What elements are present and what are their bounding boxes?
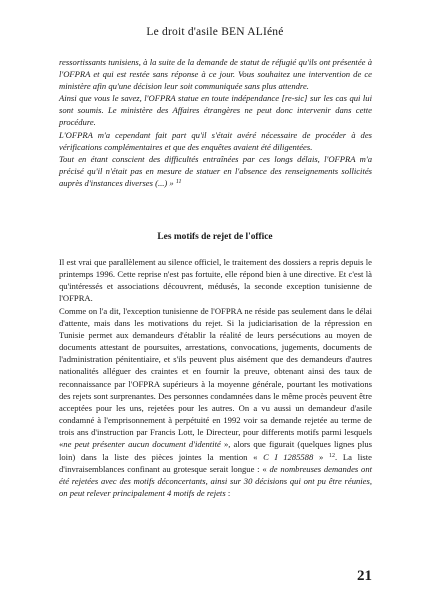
quote-paragraph bbox=[59, 153, 372, 189]
body-paragraph bbox=[59, 305, 372, 500]
quote-paragraph: L'OFPRA m'a cependant fait part qu'il s'était avéré nécessaire de procéder à des vérifications complémentaires et que des enquêtes avaient été diligentées. bbox=[59, 129, 372, 152]
body-text-run: . La liste d'invraisemblances confinant au grotesque serait longue : « bbox=[59, 451, 372, 474]
section-title: Les motifs de rejet de l'office bbox=[157, 232, 273, 242]
quote-paragraph-text: Tout en étant conscient des difficultés entraînées par ces longs délais, l'OFPRA m'a précisé qu'il n'était pas en mesure de statuer en l'absence des renseignements sollicités auprès d'instances diverses (...) » bbox=[59, 153, 372, 188]
body-italic-run: de nombreuses demandes ont été rejetées avec des motifs déconcertants, ainsi sur 30 décisions qui ont pu être réunies, on peut relever principalement 4 motifs de rejets bbox=[59, 463, 372, 498]
body-text-run: » bbox=[313, 451, 324, 462]
body-paragraph: Il est vrai que parallèlement au silence officiel, le traitement des dossiers a repris depuis le printemps 1996. Cette reprise n'est pas fortuite, elle répond bien à une directive. Et c'est là qu'intéressés et associations découvrent, médusés, la seconde exception tunisienne de l'OFPRA. bbox=[59, 257, 372, 304]
quote-paragraph: ressortissants tunisiens, à la suite de la demande de statut de réfugié qu'ils ont présentée à l'OFPRA et qui est restée sans réponse à ce jour. Vous souhaitez une intervention de ce ministère afin qu'une décision leur soit communiquée sans plus attendre. bbox=[59, 57, 372, 92]
body-text-run: Comme on l'a dit, l'exception tunisienne de l'OFPRA ne réside pas seulement dans le délai d'attente, mais dans les motivations du rejet. Si la judiciarisation de la répression en Tunisie permet aux demandeurs d'établir la réalité de leurs persécutions au moyen de documents attestant de poursuites, arrestations, convocations, jugements, documents de l'administration pénitentiaire, et s'ils peuvent plus aisément que des demandeurs d'autres nationalités alléguer des craintes et en fournir la preuve, obtenant ainsi des taux de reconnaissance par l'OFPRA supérieurs à la moyenne générale, pourtant les motivations des rejets sont surprenantes. Des personnes condamnées dans le même procès peuvent être acceptées pour les uns, rejetées pour les autres. On a vu aussi un demandeur d'asile condamné à l'emprisonnement à perpétuité en 1992 voir sa demande rejetée au terme de trois ans d'instruction par Francis Lott, le Directeur, pour differents motifs parmi lesquels « bbox=[59, 305, 372, 450]
footnote-ref: 12 bbox=[329, 452, 336, 459]
body-text bbox=[59, 256, 372, 499]
page-number: 21 bbox=[357, 568, 372, 584]
quoted-letter bbox=[59, 56, 372, 189]
quote-paragraph: Ainsi que vous le savez, l'OFPRA statue en toute indépendance [re-sic] sur les cas qui lui sont soumis. Le ministère des Affaires étrangères ne peut donc intervenir dans cette procédure. bbox=[59, 93, 372, 128]
body-text-run: », alors que figurait (quelques lignes plus loin) dans la liste des pièces jointes la mention « bbox=[59, 439, 373, 462]
footnote-ref: 11 bbox=[175, 178, 182, 185]
running-title: Le droit d'asile BEN ALIéné bbox=[146, 26, 284, 38]
body-text-run: : bbox=[225, 487, 231, 498]
body-italic-run: ne peut présenter aucun document d'identité bbox=[63, 439, 221, 450]
body-italic-run: C I 1285588 bbox=[257, 451, 314, 462]
